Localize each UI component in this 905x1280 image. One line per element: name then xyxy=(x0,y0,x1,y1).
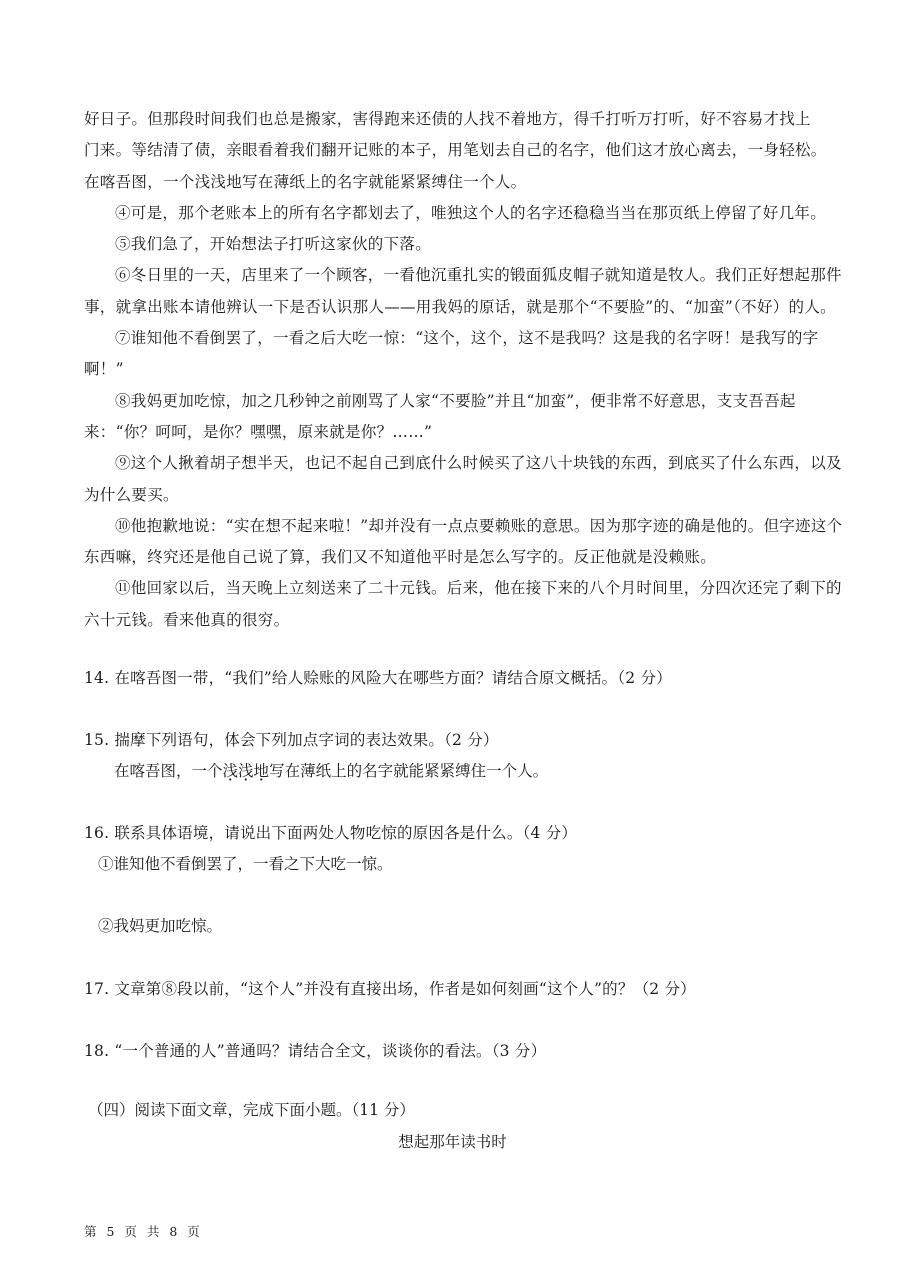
page-footer: 第 5 页 共 8 页 xyxy=(84,1224,203,1239)
question-15-quote xyxy=(114,758,548,784)
question-16-item-2: ②我妈更加吃惊。 xyxy=(98,917,223,935)
paragraph-6: ⑥冬日里的一天，店里来了一个顾客，一看他沉重扎实的锻面狐皮帽子就知道是牧人。我们正好想起那件事，就拿出账本请他辨认一下是否认识那人——用我妈的原话，就是那个“不要脸”的、“加蛮”（不好）的人。 xyxy=(84,266,842,316)
question-17: 17. 文章第⑧段以前，“这个人”并没有直接出场，作者是如何刻画“这个人”的？（2 分） xyxy=(84,980,696,998)
passage-line: 好日子。但那段时间我们也总是搬家，害得跑来还债的人找不着地方，得千打听万打听，好不容易才找上 xyxy=(84,110,811,128)
question-16-item-1: ①谁知他不看倒罢了，一看之下大吃一惊。 xyxy=(98,855,393,873)
reading-passage xyxy=(84,104,844,636)
paragraph-10: ⑩他抱歉地说：“实在想不起来啦！”却并没有一点点要赖账的意思。因为那字迹的确是他的。但字迹这个东西嘛，终究还是他自己说了算，我们又不知道他平时是怎么写字的。反正他就是没赖账。 xyxy=(84,516,843,567)
dotted-char: 浅 xyxy=(222,762,239,780)
paragraph-8: ⑧我妈更加吃惊，加之几秒钟之前刚骂了人家“不要脸”并且“加蛮”，便非常不好意思，支支吾吾起来：“你？呵呵，是你？嘿嘿，原来就是你？……” xyxy=(84,391,796,441)
dotted-char: 浅 xyxy=(238,762,254,780)
question-14: 14. 在喀吾图一带，“我们”给人赊账的风险大在哪些方面？请结合原文概括。（2 分） xyxy=(84,669,672,687)
article-title: 想起那年读书时 xyxy=(398,1133,507,1151)
question-18: 18. “一个普通的人”普通吗？请结合全文，谈谈你的看法。（3 分） xyxy=(84,1042,547,1060)
quote-text-post: 写在薄纸上的名字就能紧紧缚住一个人。 xyxy=(269,762,549,780)
paragraph-5: ⑤我们急了，开始想法子打听这家伙的下落。 xyxy=(115,235,432,254)
paragraph-7: ⑦谁知他不看倒罢了，一看之后大吃一惊：“这个，这个，这不是我吗？这是我的名字呀！是我写的字啊！” xyxy=(84,329,819,379)
paragraph-4: ④可是，那个老账本上的所有名字都划去了，唯独这个人的名字还稳稳当当在那页纸上停留了好几年。 xyxy=(115,203,827,222)
dotted-char: 地 xyxy=(253,762,270,780)
paragraph-9: ⑨这个人揪着胡子想半天，也记不起自己到底什么时候买了这八十块钱的东西，到底买了什么东西，以及为什么要买。 xyxy=(84,454,842,504)
passage-line: 门来。等结清了债，亲眼看着我们翻开记账的本子，用笔划去自己的名字，他们这才放心离去，一身轻松。 xyxy=(84,141,827,160)
question-15: 15. 揣摩下列语句，体会下列加点字词的表达效果。（2 分） xyxy=(84,731,499,749)
section-4-heading: （四）阅读下面文章，完成下面小题。（11 分） xyxy=(88,1101,415,1119)
question-16: 16. 联系具体语境，请说出下面两处人物吃惊的原因各是什么。（4 分） xyxy=(84,824,578,842)
passage-line: 在喀吾图，一个浅浅地写在薄纸上的名字就能紧紧缚住一个人。 xyxy=(84,172,527,191)
quote-text-pre: 在喀吾图，一个 xyxy=(114,762,223,780)
paragraph-11: ⑪他回家以后，当天晚上立刻送来了二十元钱。后来，他在接下来的八个月时间里，分四次还完了剩下的六十元钱。看来他真的很穷。 xyxy=(84,579,842,629)
